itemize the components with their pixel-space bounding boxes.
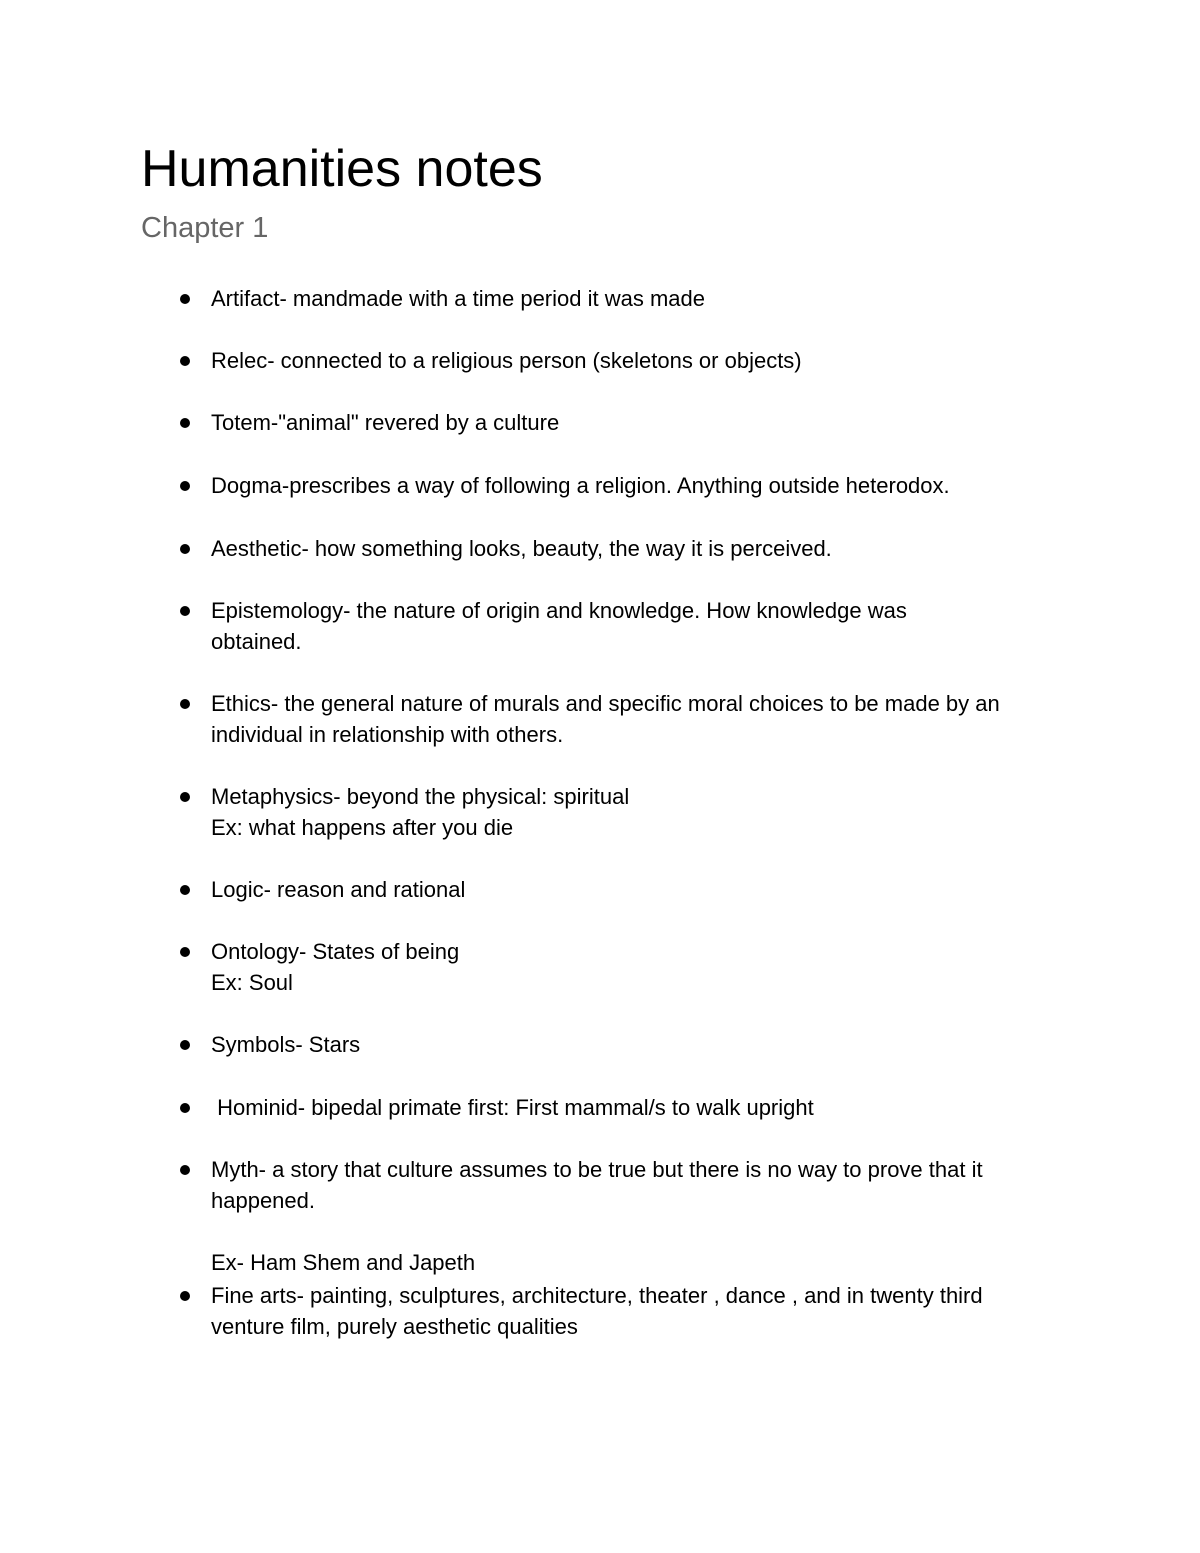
list-item-text: Fine arts- painting, sculptures, architecture, theater , dance , and in twenty third <box>211 1283 983 1308</box>
bullet-icon <box>180 792 190 802</box>
bullet-icon <box>180 1040 190 1050</box>
list-item-text: Symbols- Stars <box>211 1032 361 1057</box>
list-item <box>211 345 1071 376</box>
list-item-text: Ethics- the general nature of murals and specific moral choices to be made by an <box>211 691 1000 716</box>
list-item <box>211 470 1071 501</box>
list-item-text: Ontology- States of being <box>211 939 460 964</box>
list-item-text: Dogma-prescribes a way of following a religion. Anything outside heterodox. <box>211 473 950 498</box>
list-item-text: Artifact- mandmade with a time period it was made <box>211 286 705 311</box>
list-item <box>211 688 1071 750</box>
list-item-text: Logic- reason and rational <box>211 877 466 902</box>
list-item-text: Aesthetic- how something looks, beauty, the way it is perceived. <box>211 536 832 561</box>
list-item <box>211 1154 1071 1278</box>
list-item-text: venture film, purely aesthetic qualities <box>211 1314 578 1339</box>
bullet-icon <box>180 1291 190 1301</box>
list-item-text: Epistemology- the nature of origin and knowledge. How knowledge was <box>211 598 907 623</box>
document-subtitle: Chapter 1 <box>141 212 269 244</box>
list-item-text: obtained. <box>211 629 302 654</box>
list-item-example: Ex: what happens after you die <box>211 815 514 840</box>
list-item-text: Metaphysics- beyond the physical: spiritual <box>211 784 630 809</box>
list-item <box>211 1280 1071 1342</box>
list-item <box>211 781 1071 843</box>
bullet-icon <box>180 544 190 554</box>
bullet-icon <box>180 1103 190 1113</box>
bullet-icon <box>180 699 190 709</box>
list-item-text: Totem-"animal" revered by a culture <box>211 410 560 435</box>
list-item <box>211 1092 1071 1123</box>
list-item-text: individual in relationship with others. <box>211 722 564 747</box>
list-item <box>211 407 1071 438</box>
list-item <box>211 874 1071 905</box>
bullet-icon <box>180 885 190 895</box>
list-item <box>211 533 1071 564</box>
bullet-icon <box>180 1165 190 1175</box>
list-item-text: Hominid- bipedal primate first: First mammal/s to walk upright <box>211 1095 814 1120</box>
list-item-text: happened. <box>211 1188 315 1213</box>
list-item-example: Ex- Ham Shem and Japeth <box>211 1250 476 1275</box>
list-item-text: Myth- a story that culture assumes to be true but there is no way to prove that it <box>211 1157 983 1182</box>
bullet-icon <box>180 606 190 616</box>
list-item-text: Relec- connected to a religious person (skeletons or objects) <box>211 348 802 373</box>
document-title: Humanities notes <box>141 140 543 198</box>
bullet-icon <box>180 947 190 957</box>
bullet-icon <box>180 356 190 366</box>
bullet-icon <box>180 294 190 304</box>
bullet-icon <box>180 418 190 428</box>
list-item <box>211 936 1071 998</box>
list-item <box>211 595 1071 657</box>
list-item <box>211 1029 1071 1060</box>
list-item-example: Ex: Soul <box>211 970 293 995</box>
bullet-icon <box>180 481 190 491</box>
list-item <box>211 283 1071 314</box>
